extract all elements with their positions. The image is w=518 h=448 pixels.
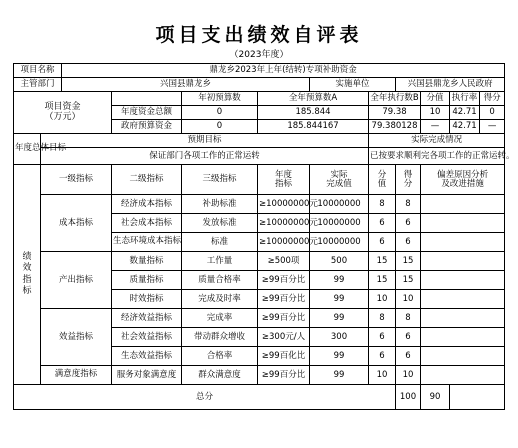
l3-cell: 群众满意度 — [182, 366, 258, 385]
dept-value: 兴国县鼎龙乡 — [62, 78, 310, 92]
got-cell: 6 — [396, 328, 421, 347]
l3-cell: 补助标准 — [182, 195, 258, 214]
total-score: 100 — [396, 385, 421, 410]
score-cell: 6 — [369, 328, 396, 347]
got-cell: 8 — [396, 309, 421, 328]
project-name-value: 鼎龙乡2023年上年(结转)专项补助资金 — [62, 64, 505, 78]
col-score-header: 分值 — [421, 92, 450, 106]
target-cell: ≥99百分比 — [258, 366, 310, 385]
l3-cell: 合格率 — [182, 347, 258, 366]
target-cell: ≥300元/人 — [258, 328, 310, 347]
remark-cell — [421, 328, 505, 347]
target-cell: ≥99百分比 — [258, 309, 310, 328]
funds-total-exec: 79.38 — [369, 106, 421, 120]
header-l3: 三级指标 — [182, 165, 258, 195]
target-cell: ≥99百分比 — [258, 290, 310, 309]
l3-cell: 工作量 — [182, 252, 258, 271]
l2-cell: 质量指标 — [112, 271, 182, 290]
impl-value: 兴国县鼎龙乡人民政府 — [396, 78, 505, 92]
header-got: 得 分 — [396, 165, 421, 195]
header-l1: 一级指标 — [41, 165, 112, 195]
l2-cell: 时效指标 — [112, 290, 182, 309]
indicator-row — [14, 309, 505, 328]
col-got-header: 得分 — [480, 92, 505, 106]
funds-gov-rate: 42.71 — [450, 120, 480, 134]
actual-cell: 99 — [310, 309, 369, 328]
score-cell: 10 — [369, 290, 396, 309]
actual-cell: 99 — [310, 271, 369, 290]
l1-benefit: 效益指标 — [41, 309, 112, 366]
funds-total-label: 年度资金总额 — [112, 106, 182, 120]
document-title: 项目支出绩效自评表 — [155, 24, 363, 46]
col-rate-header: 执行率 — [450, 92, 480, 106]
goals-actual-label: 实际完成情况 — [369, 134, 505, 148]
remark-cell — [421, 366, 505, 385]
header-score: 分 值 — [369, 165, 396, 195]
funds-total-score: 10 — [421, 106, 450, 120]
funds-gov-exec: 79.380128 — [369, 120, 421, 134]
document-year: （2023年度） — [229, 50, 289, 60]
total-remark — [450, 385, 505, 410]
indicator-row — [14, 195, 505, 214]
score-cell: 15 — [369, 271, 396, 290]
goals-expected: 保证部门各项工作的正常运转 — [41, 148, 369, 165]
funds-label: 项目资金 （万元） — [14, 92, 112, 134]
score-cell: 8 — [369, 309, 396, 328]
l1-output: 产出指标 — [41, 252, 112, 309]
l1-satisfaction: 满意度指标 — [41, 366, 112, 385]
impl-label: 实施单位 — [310, 78, 396, 92]
dept-label: 主管部门 — [14, 78, 62, 92]
funds-gov-label: 政府预算资金 — [112, 120, 182, 134]
target-cell: ≥10000000元 — [258, 214, 310, 233]
funds-total-rate: 42.71 — [450, 106, 480, 120]
remark-cell — [421, 290, 505, 309]
got-cell: 8 — [396, 195, 421, 214]
col-initial-header: 年初预算数 — [182, 92, 258, 106]
header-l2: 二级指标 — [112, 165, 182, 195]
l3-cell: 完成率 — [182, 309, 258, 328]
funds-header-row — [14, 92, 505, 106]
goals-expected-label: 预期目标 — [41, 134, 369, 148]
project-name-label: 项目名称 — [14, 64, 62, 78]
total-row — [14, 385, 505, 410]
got-cell: 15 — [396, 271, 421, 290]
actual-cell: 99 — [310, 347, 369, 366]
got-cell: 6 — [396, 233, 421, 252]
header-actual: 实际 完成值 — [310, 165, 369, 195]
goals-actual: 已按要求顺利完各项工作的正常运转。 — [369, 148, 505, 165]
l2-cell: 经济效益指标 — [112, 309, 182, 328]
goals-content-row — [14, 148, 505, 165]
score-cell: 15 — [369, 252, 396, 271]
funds-header-blank — [112, 92, 182, 106]
l3-cell: 发放标准 — [182, 214, 258, 233]
score-cell: 8 — [369, 195, 396, 214]
target-cell: ≥10000000元 — [258, 233, 310, 252]
header-remark: 偏差原因分析 及改进措施 — [421, 165, 505, 195]
remark-cell — [421, 233, 505, 252]
l1-cost: 成本指标 — [41, 195, 112, 252]
l2-cell: 社会效益指标 — [112, 328, 182, 347]
l2-cell: 经济成本指标 — [112, 195, 182, 214]
l2-cell: 服务对象满意度 — [112, 366, 182, 385]
l3-cell: 标准 — [182, 233, 258, 252]
l3-cell: 完成及时率 — [182, 290, 258, 309]
l3-cell: 质量合格率 — [182, 271, 258, 290]
actual-cell: 99 — [310, 290, 369, 309]
got-cell: 6 — [396, 347, 421, 366]
l2-cell: 数量指标 — [112, 252, 182, 271]
funds-total-got: 0 — [480, 106, 505, 120]
l2-cell: 生态效益指标 — [112, 347, 182, 366]
got-cell: 15 — [396, 252, 421, 271]
funds-gov-score: — — [421, 120, 450, 134]
got-cell: 6 — [396, 214, 421, 233]
total-got: 90 — [421, 385, 450, 410]
l2-cell: 社会成本指标 — [112, 214, 182, 233]
department-row — [14, 78, 505, 92]
col-exec-header: 全年执行数B — [369, 92, 421, 106]
actual-cell: 500 — [310, 252, 369, 271]
evaluation-table — [13, 63, 515, 410]
funds-total-initial: 0 — [182, 106, 258, 120]
score-cell: 6 — [369, 214, 396, 233]
target-cell: ≥99百分比 — [258, 271, 310, 290]
got-cell: 10 — [396, 366, 421, 385]
actual-cell: 300 — [310, 328, 369, 347]
funds-gov-initial: 0 — [182, 120, 258, 134]
actual-cell: 10000000 — [310, 214, 369, 233]
funds-gov-budget: 185.844167 — [258, 120, 369, 134]
score-cell: 10 — [369, 366, 396, 385]
remark-cell — [421, 271, 505, 290]
indicators-side-label: 绩效指标 — [14, 165, 41, 385]
remark-cell — [421, 347, 505, 366]
remark-cell — [421, 309, 505, 328]
l2-cell: 生态环境成本指标 — [112, 233, 182, 252]
goals-label: 年度总体目标 — [14, 134, 41, 165]
l3-cell: 带动群众增收 — [182, 328, 258, 347]
indicator-row — [14, 366, 505, 385]
target-cell: ≥500项 — [258, 252, 310, 271]
remark-cell — [421, 252, 505, 271]
total-label: 总分 — [14, 385, 396, 410]
funds-total-budget: 185.844 — [258, 106, 369, 120]
actual-cell: 10000000 — [310, 195, 369, 214]
project-name-row — [14, 64, 505, 78]
target-cell: ≥10000000元 — [258, 195, 310, 214]
score-cell: 6 — [369, 347, 396, 366]
target-cell: ≥99百化比 — [258, 347, 310, 366]
header-target: 年度 指标 — [258, 165, 310, 195]
col-full-budget-header: 全年预算数A — [258, 92, 369, 106]
indicator-header-row — [14, 165, 505, 195]
remark-cell — [421, 195, 505, 214]
actual-cell: 99 — [310, 366, 369, 385]
goals-header-row — [14, 134, 505, 148]
got-cell: 10 — [396, 290, 421, 309]
remark-cell — [421, 214, 505, 233]
funds-gov-got: — — [480, 120, 505, 134]
indicator-row — [14, 252, 505, 271]
score-cell: 6 — [369, 233, 396, 252]
actual-cell: 10000000 — [310, 233, 369, 252]
